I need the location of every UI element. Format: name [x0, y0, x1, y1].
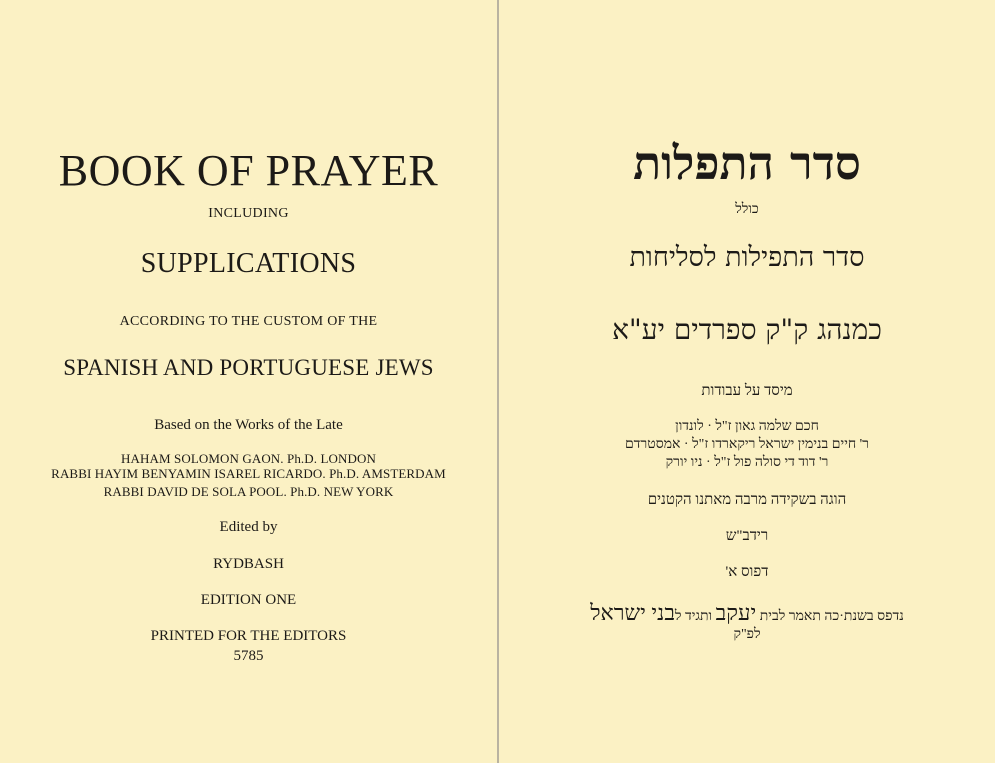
hebrew-title: סדר התפלות: [633, 136, 861, 190]
according-label: ACCORDING TO THE CUSTOM OF THE: [119, 314, 378, 329]
editor-name: RYDBASH: [213, 556, 284, 572]
hebrew-edition-label: דפוס א': [725, 564, 769, 580]
left-title-page: [0, 0, 497, 763]
printed-year-line: [499, 602, 995, 624]
hebrew-author-line-3: ר' דוד די סולה פול ז"ל · ניו יורק: [665, 455, 829, 470]
based-on-label: Based on the Works of the Late: [154, 417, 343, 433]
printed-for-label: PRINTED FOR THE EDITORS: [150, 628, 347, 644]
author-line-3: RABBI DAVID DE SOLA POOL. Ph.D. NEW YORK: [103, 484, 394, 499]
founded-on-label: מיסד על עבודות: [701, 383, 793, 399]
hebrew-editor-name: רידב"ש: [725, 528, 769, 544]
right-title-page: [499, 0, 995, 763]
edition-label: EDITION ONE: [200, 592, 297, 608]
printed-prefix: נדפס בשנת·כה תאמר לבית: [759, 609, 904, 624]
author-line-2: RABBI HAYIM BENYAMIN ISAREL RICARDO. Ph.D. AMSTERDAM: [51, 466, 446, 481]
author-line-1: HAHAM SOLOMON GAON. Ph.D. LONDON: [121, 451, 376, 466]
includes-label: כולל: [735, 202, 759, 217]
proofread-label: הוגה בשקידה מרבה מאתנו הקטנים: [647, 492, 847, 508]
hebrew-author-line-1: חכם שלמה גאון ז"ל · לונדון: [675, 419, 819, 434]
year-label: 5785: [233, 648, 264, 664]
printed-suffix: לפ"ק: [733, 627, 761, 642]
printed-middle: ותגיד ל: [674, 609, 713, 624]
edited-by-label: Edited by: [219, 519, 278, 535]
printed-word-bnei-israel: בני ישראל: [590, 600, 675, 625]
hebrew-supplications-heading: סדר התפילות לסליחות: [629, 242, 865, 273]
printed-word-yaakov: יעקב: [715, 600, 757, 625]
community-heading: SPANISH AND PORTUGUESE JEWS: [63, 355, 434, 380]
hebrew-author-line-2: ר' חיים בנימין ישראל ריקארדו ז"ל · אמסטרדם: [624, 437, 870, 452]
including-label: INCLUDING: [208, 206, 289, 221]
hebrew-custom-heading: כמנהג ק"ק ספרדים יע"א: [612, 313, 882, 346]
supplications-heading: SUPPLICATIONS: [140, 248, 357, 279]
english-title: BOOK OF PRAYER: [58, 146, 439, 195]
